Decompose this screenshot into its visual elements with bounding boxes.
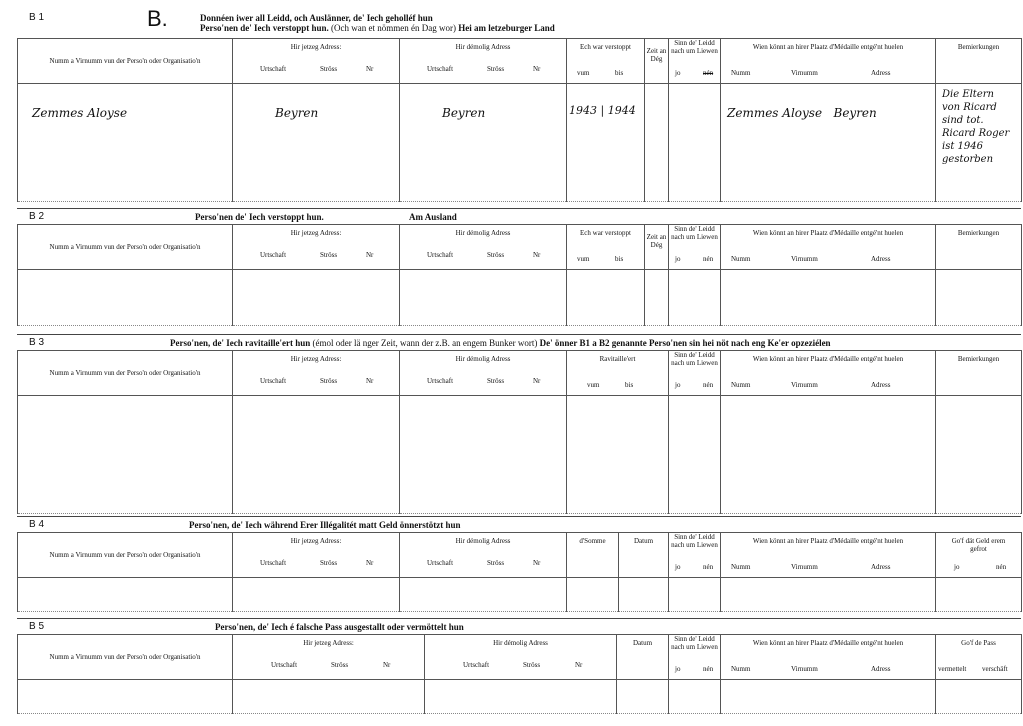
section-title: Perso'nen, de' Iech während Erer Illégalitét matt Geld önnerstötzt hun [189,520,461,530]
pass-mediated-label: vermettelt [938,665,967,673]
nr-label: Nr [533,377,541,385]
firstname-label: Virnumm [791,381,818,389]
firstname-label: Virnumm [791,69,818,77]
remark-line: ist 1946 [942,141,983,152]
street-label: Ströss [487,251,505,259]
entry-person-text: Zemmes Aloyse [32,106,128,120]
remarks-label: Bemierkungen [957,355,1000,363]
repaid-no-label: nén [996,563,1007,571]
section-title: Perso'nen, de' Iech é falsche Pass ausgestallt oder vermöttelt hun [215,622,464,632]
col-date [617,635,669,680]
entry-alive[interactable] [669,270,721,326]
entry-row [18,270,1022,326]
street-label: Ströss [331,661,349,669]
name-label: Numm [731,381,751,389]
medal-label: Wien könnt an hirer Plaatz d'Médaille entgé'nt huelen [752,537,904,545]
entry-medal[interactable] [721,270,936,326]
time-label: Zeit an Dég [646,233,667,249]
col-person-label: Numm a Virnumm vun der Perso'n oder Organisatio'n [49,551,201,559]
from-label: vum [587,381,600,389]
col-time [645,39,669,84]
alive-label: Sinn de' Leidd nach um Liewen [671,533,718,549]
section-subtitle [200,23,555,33]
section-b3 [17,334,1021,514]
b2-table [17,224,1022,326]
section-code: B 2 [29,211,45,222]
section-header [17,208,1021,225]
nr-label: Nr [533,251,541,259]
remarks-label: Bemierkungen [957,43,1000,51]
col-medal [721,635,936,680]
nr-label: Nr [366,559,374,567]
nr-label: Nr [366,65,374,73]
pass-label: Go'f de Pass [961,639,996,647]
section-code: B 3 [29,337,45,348]
entry-former-address[interactable] [400,270,567,326]
alive-label: Sinn de' Leidd nach um Liewen [671,39,718,55]
col-former-address [400,225,567,270]
col-person-label: Numm a Virnumm vun der Perso'n oder Organisatio'n [49,243,201,251]
col-person [18,533,233,578]
yes-label: jo [675,255,681,263]
from-label: vum [577,255,590,263]
entry-medal[interactable] [721,396,936,514]
yes-label: jo [675,381,681,389]
medal-label: Wien könnt an hirer Plaatz d'Médaille entgé'nt huelen [752,639,904,647]
col-person [18,39,233,84]
entry-from: 1943 [569,104,597,117]
col-alive [669,39,721,84]
former-address-label: Hir démolig Adress [455,43,511,51]
entry-person[interactable] [18,396,233,514]
to-label: bis [615,69,624,77]
col-person [18,225,233,270]
b3-table [17,350,1022,514]
remark-line: Die Eltern [942,89,994,100]
entry-remarks[interactable] [936,396,1022,514]
place-label: Urtschaft [427,251,454,259]
section-code: B 1 [29,12,45,23]
title-part: Perso'nen, de' Iech ravitaille'ert hun [170,338,311,348]
col-remarks [936,351,1022,396]
col-alive [669,225,721,270]
col-person-label: Numm a Virnumm vun der Perso'n oder Organisatio'n [49,369,201,377]
entry-current-address[interactable] [233,84,400,202]
no-label: nén [703,563,714,571]
firstname-label: Virnumm [791,255,818,263]
no-label: nén [703,665,714,673]
date-label: Datum [632,639,653,647]
entry-medal[interactable] [721,680,936,714]
yes-label: jo [675,665,681,673]
from-label: vum [577,69,590,77]
remark-line: Ricard Roger [942,128,1010,139]
col-repaid [936,533,1022,578]
col-remarks [936,39,1022,84]
entry-repaid[interactable] [936,578,1022,612]
col-person [18,635,233,680]
section-code: B 4 [29,519,45,530]
name-label: Numm [731,563,751,571]
entry-remarks[interactable] [936,84,1022,202]
repaid-label: Go'f dät Geld erem gefrot [951,537,1006,553]
former-address-label: Hir démolig Adress [455,537,511,545]
no-label: nén [703,255,714,263]
street-label: Ströss [320,377,338,385]
current-address-label: Hir jetzeg Adress: [303,639,354,647]
address-label: Adress [871,563,891,571]
entry-medal[interactable] [721,578,936,612]
entry-alive[interactable] [669,396,721,514]
section-code: B 5 [29,621,45,632]
entry-person[interactable] [18,270,233,326]
entry-time[interactable] [645,84,669,202]
col-date [619,533,669,578]
section-header [17,516,1021,533]
to-label: bis [625,381,634,389]
remark-line: sind tot. [942,115,984,126]
col-remarks [936,225,1022,270]
place-label: Urtschaft [463,661,490,669]
former-address-label: Hir démolig Adress [455,355,511,363]
alive-label: Sinn de' Leidd nach um Liewen [671,225,718,241]
section-title: Donnéen iwer all Leidd, och Auslänner, de' Iech geholléf hun [200,13,433,23]
col-sum [567,533,619,578]
title-instruction: De' önner B1 a B2 genannte Perso'nen sin hei nöt nach eng Ke'er opzeziélen [539,338,831,348]
alive-label: Sinn de' Leidd nach um Liewen [671,351,718,367]
entry-sum[interactable] [567,578,619,612]
entry-date[interactable] [617,680,669,714]
entry-current-address[interactable] [233,396,400,514]
entry-former-address[interactable] [425,680,617,714]
col-person [18,351,233,396]
place-label: Urtschaft [427,377,454,385]
alive-label: Sinn de' Leidd nach um Liewen [671,635,718,651]
col-former-address [400,533,567,578]
section-b5 [17,618,1021,718]
entry-row [18,84,1022,202]
yes-label: jo [675,69,681,77]
hidden-label: Ech war verstoppt [580,43,631,51]
repaid-yes-label: jo [954,563,960,571]
col-medal [721,225,936,270]
subtitle-place: Hei am letzeburger Land [458,23,555,33]
nr-label: Nr [383,661,391,669]
place-label: Urtschaft [260,251,287,259]
entry-person[interactable] [18,578,233,612]
entry-time[interactable] [645,270,669,326]
col-hidden [567,39,645,84]
section-title [170,338,831,348]
subtitle-note: (Och wan et nömmen én Dag wor) [331,23,456,33]
entry-current-address[interactable] [233,680,425,714]
b5-table [17,634,1022,714]
col-time [645,225,669,270]
street-label: Ströss [320,559,338,567]
address-label: Adress [871,381,891,389]
nr-label: Nr [575,661,583,669]
entry-medal-name: Zemmes Aloyse [727,106,823,120]
no-label: nén [703,381,714,389]
address-label: Adress [871,69,891,77]
entry-hidden[interactable] [567,270,645,326]
col-former-address [400,39,567,84]
entry-person[interactable] [18,84,233,202]
place-label: Urtschaft [271,661,298,669]
name-label: Numm [731,665,751,673]
col-current-address [233,39,400,84]
entry-alive[interactable] [669,680,721,714]
firstname-label: Virnumm [791,665,818,673]
entry-alive[interactable] [669,578,721,612]
firstname-label: Virnumm [791,563,818,571]
remarks-label: Bemierkungen [957,229,1000,237]
entry-current-place: Beyren [275,106,319,120]
section-header [17,334,1021,351]
entry-former-address[interactable] [400,396,567,514]
time-label: Zeit an Dég [646,47,667,63]
col-alive [669,635,721,680]
col-supplied [567,351,669,396]
entry-medal[interactable] [721,84,936,202]
nr-label: Nr [366,377,374,385]
street-label: Ströss [487,559,505,567]
name-label: Numm [731,255,751,263]
entry-row [18,680,1022,714]
col-former-address [400,351,567,396]
nr-label: Nr [533,559,541,567]
entry-former-address[interactable] [400,84,567,202]
address-label: Adress [871,665,891,673]
col-current-address [233,533,400,578]
current-address-label: Hir jetzeg Adress: [290,229,342,237]
street-label: Ströss [320,65,338,73]
medal-label: Wien könnt an hirer Plaatz d'Médaille entgé'nt huelen [752,43,904,51]
section-b2 [17,208,1021,326]
col-pass [936,635,1022,680]
place-label: Urtschaft [427,65,454,73]
entry-remarks[interactable] [936,270,1022,326]
entry-row [18,578,1022,612]
entry-medal-place: Beyren [833,106,877,120]
remark-line: von Ricard [942,102,997,113]
current-address-label: Hir jetzeg Adress: [290,355,342,363]
current-address-label: Hir jetzeg Adress: [290,43,342,51]
entry-current-address[interactable] [233,578,400,612]
place-label: Urtschaft [427,559,454,567]
col-medal [721,39,936,84]
subtitle-part: Perso'nen de' Iech verstoppt hun. [200,23,329,33]
place-label: Urtschaft [260,65,287,73]
medal-label: Wien könnt an hirer Plaatz d'Médaille entgé'nt huelen [752,355,904,363]
form-letter: B. [147,6,168,31]
remark-line: gestorben [942,154,994,165]
entry-hidden[interactable]: 1943 | 1944 [567,84,645,202]
entry-former-place: Beyren [442,106,486,120]
b4-table [17,532,1022,612]
col-alive [669,533,721,578]
entry-alive[interactable] [669,84,721,202]
entry-supplied[interactable] [567,396,669,514]
yes-label: jo [675,563,681,571]
col-medal [721,533,936,578]
b1-table [17,38,1022,202]
col-current-address [233,351,400,396]
nr-label: Nr [366,251,374,259]
no-label: nén [703,69,714,77]
entry-row [18,396,1022,514]
entry-person[interactable] [18,680,233,714]
section-title: Perso'nen de' Iech verstoppt hun. [195,212,324,222]
sum-label: d'Somme [579,537,606,545]
address-label: Adress [871,255,891,263]
name-label: Numm [731,69,751,77]
col-former-address [425,635,617,680]
entry-to: 1944 [607,104,636,117]
section-header [17,6,1021,33]
former-address-label: Hir démolig Adress [455,229,511,237]
col-medal [721,351,936,396]
street-label: Ströss [320,251,338,259]
section-b4 [17,516,1021,614]
col-person-label: Numm a Virnumm vun der Perso'n oder Organisatio'n [49,57,201,65]
supplied-label: Ravitaille'ert [599,355,636,363]
section-title-place: Am Ausland [409,212,457,222]
entry-date[interactable] [619,578,669,612]
to-label: bis [615,255,624,263]
section-header [17,618,1021,635]
current-address-label: Hir jetzeg Adress: [290,537,342,545]
col-alive [669,351,721,396]
street-label: Ströss [487,377,505,385]
nr-label: Nr [533,65,541,73]
col-current-address [233,225,400,270]
date-label: Datum [633,537,654,545]
col-person-label: Numm a Virnumm vun der Perso'n oder Organisatio'n [49,653,201,661]
place-label: Urtschaft [260,559,287,567]
place-label: Urtschaft [260,377,287,385]
section-b1 [17,6,1021,204]
pass-issued-label: verschäft [982,665,1008,673]
street-label: Ströss [487,65,505,73]
hidden-label: Ech war verstoppt [580,229,631,237]
entry-current-address[interactable] [233,270,400,326]
title-note: (émol oder lä nger Zeit, wann der z.B. an engem Bunker wort) [312,338,538,348]
entry-pass[interactable] [936,680,1022,714]
medal-label: Wien könnt an hirer Plaatz d'Médaille entgé'nt huelen [752,229,904,237]
street-label: Ströss [523,661,541,669]
former-address-label: Hir démolig Adress [493,639,548,647]
entry-former-address[interactable] [400,578,567,612]
col-hidden [567,225,645,270]
col-current-address [233,635,425,680]
